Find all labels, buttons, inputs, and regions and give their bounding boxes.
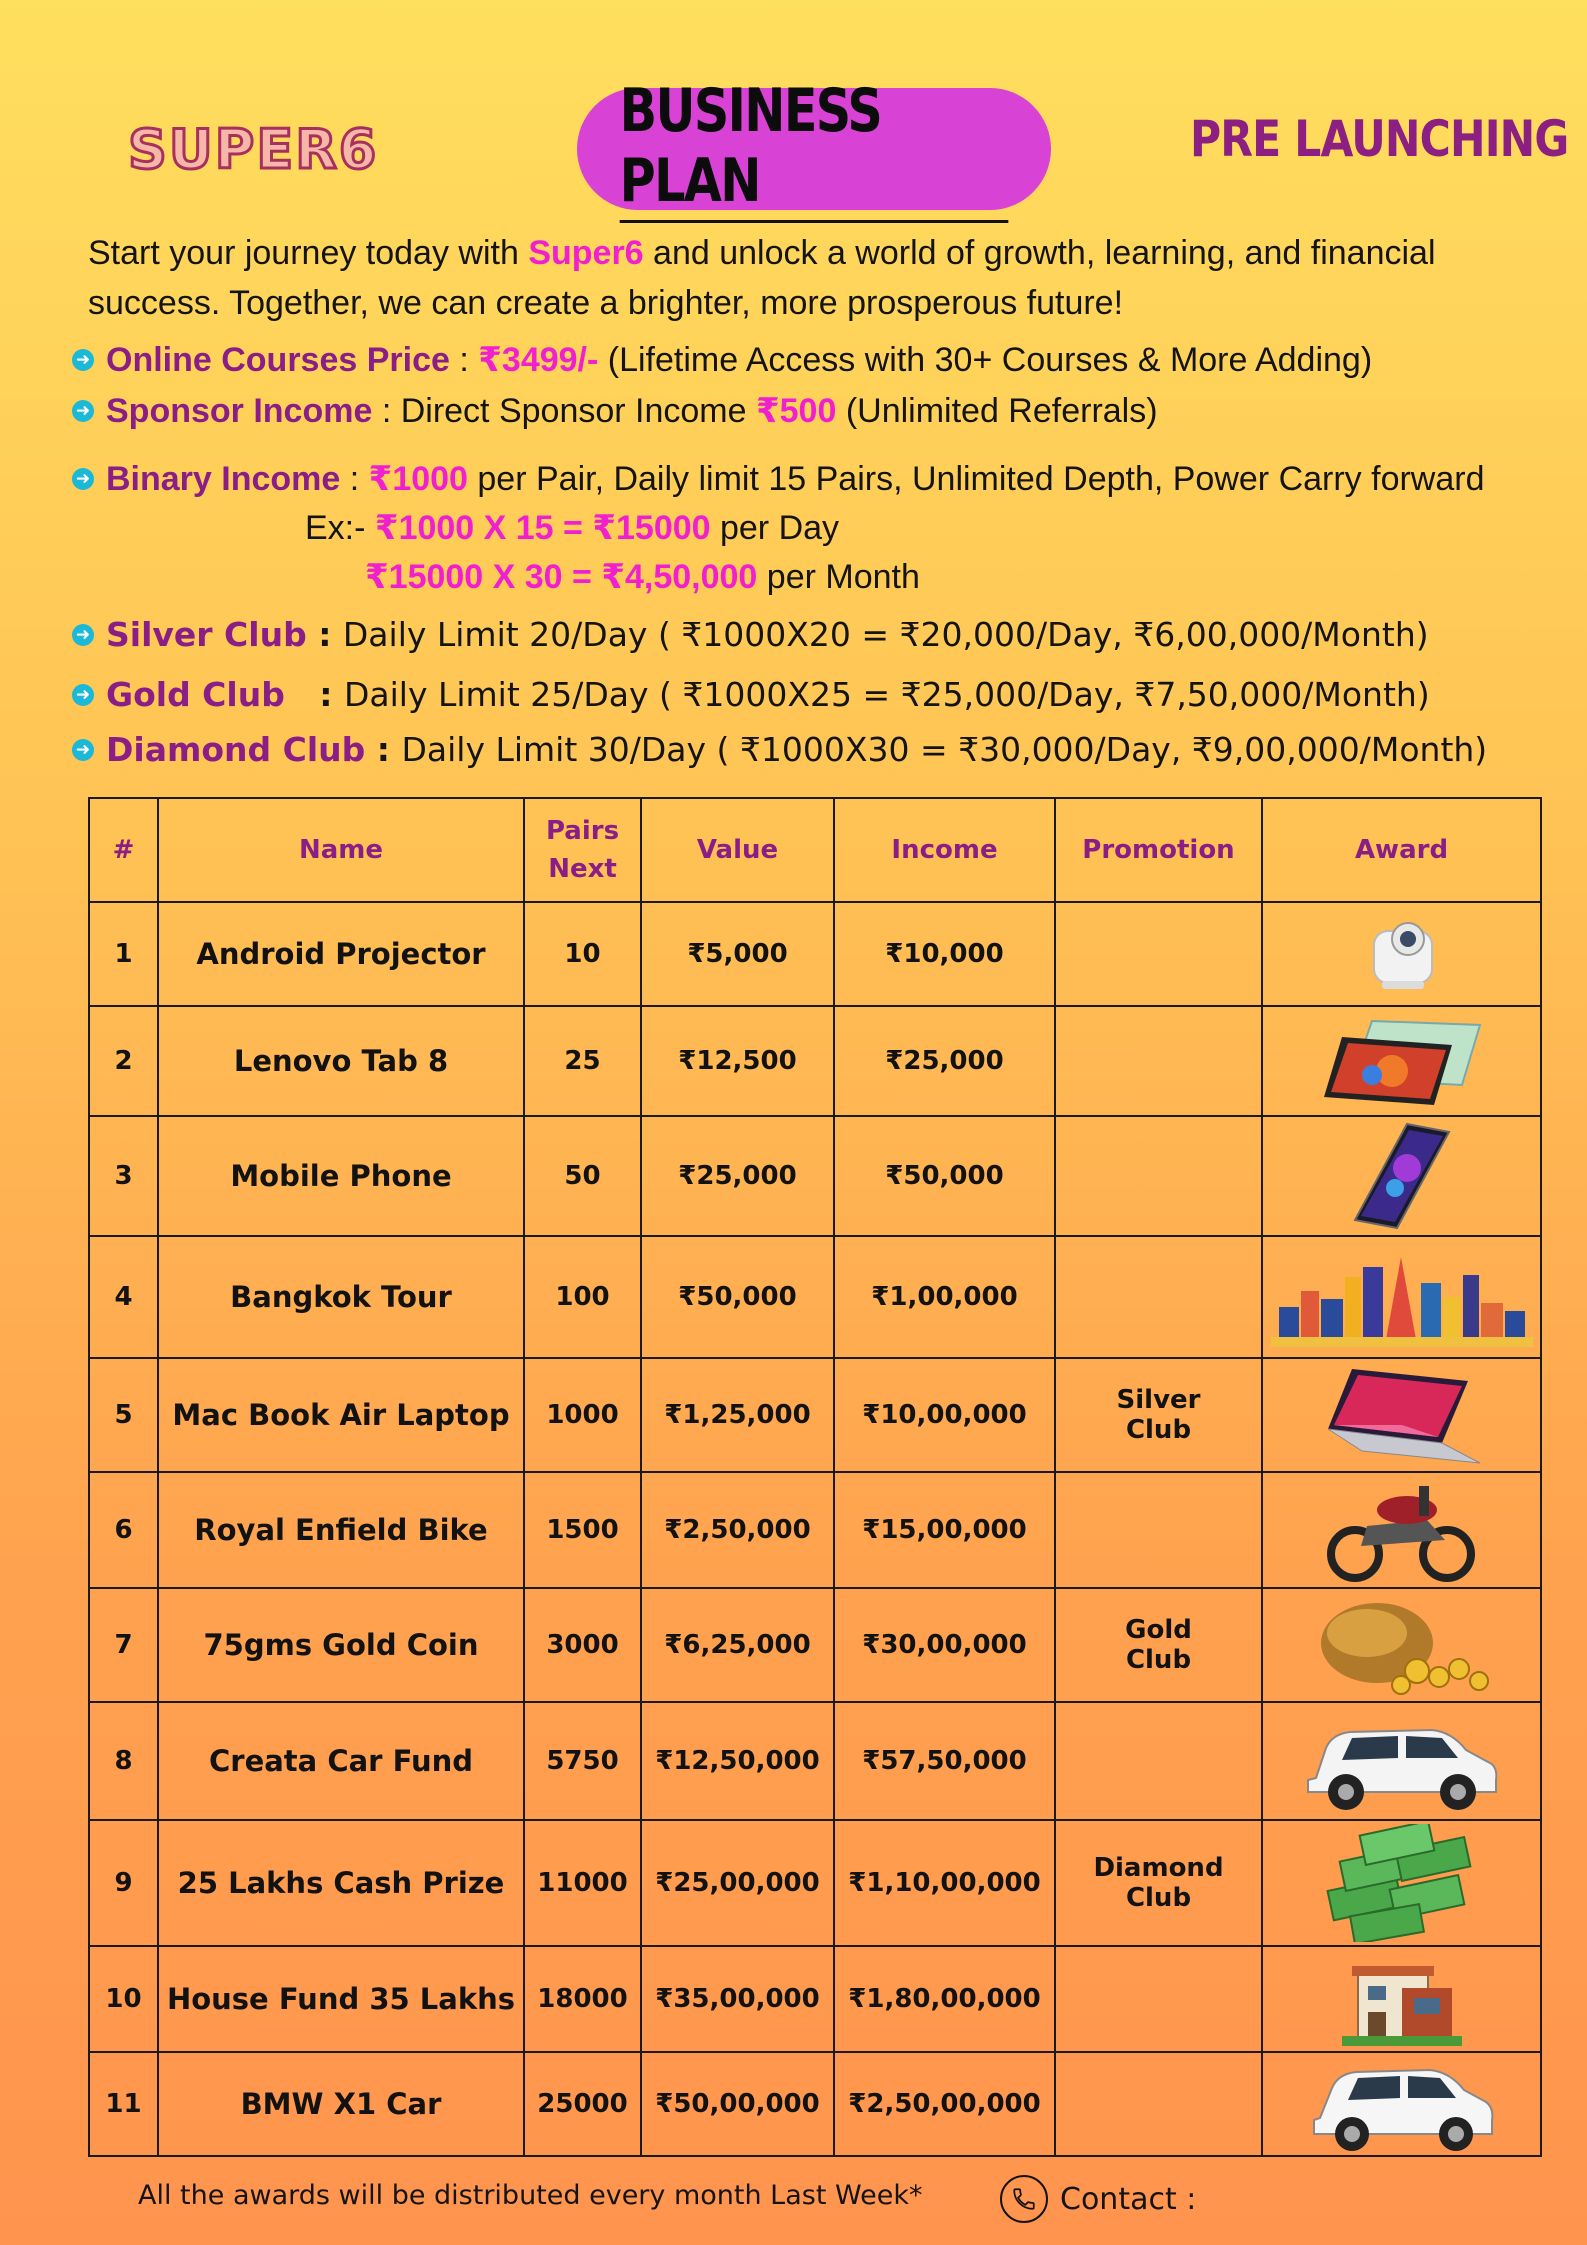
item-name: Mac Book Air Laptop (158, 1358, 524, 1472)
item-value: ₹50,000 (641, 1236, 834, 1358)
item-value: ₹25,00,000 (641, 1820, 834, 1946)
pairs-next: 100 (524, 1236, 641, 1358)
award-cell (1262, 1702, 1541, 1820)
item-income: ₹1,00,000 (834, 1236, 1055, 1358)
white-car-icon (1310, 2054, 1494, 2154)
table-row (89, 902, 1541, 1006)
item-income: ₹50,000 (834, 1116, 1055, 1236)
item-value: ₹25,000 (641, 1116, 834, 1236)
col-header-pairs: Pairs Next (524, 798, 641, 902)
pairs-next: 10 (524, 902, 641, 1006)
projector-icon (1352, 911, 1452, 997)
contact-label: Contact : (1000, 2175, 1196, 2223)
item-name: Lenovo Tab 8 (158, 1006, 524, 1116)
binary-example-day: Ex:- ₹1000 X 15 = ₹15000 per Day (305, 508, 840, 547)
row-number: 3 (89, 1116, 158, 1236)
footer-note: All the awards will be distributed every month Last Week* (138, 2180, 923, 2211)
pairs-next: 1500 (524, 1472, 641, 1588)
pairs-next: 25 (524, 1006, 641, 1116)
pairs-next: 5750 (524, 1702, 641, 1820)
courses-line: ➜ Online Courses Price : ₹3499/- (Lifetime Access with 30+ Courses & More Adding) (72, 340, 1372, 380)
promotion-cell (1055, 2052, 1262, 2156)
item-income: ₹57,50,000 (834, 1702, 1055, 1820)
row-number: 10 (89, 1946, 158, 2052)
arrow-bullet-icon: ➜ (72, 400, 94, 422)
row-number: 11 (89, 2052, 158, 2156)
table-row (89, 1236, 1541, 1358)
col-header-award: Award (1262, 798, 1541, 902)
table-row (89, 1588, 1541, 1702)
title-banner (577, 75, 1051, 216)
intro-paragraph: Start your journey today with Super6 and unlock a world of growth, learning, and financial success. Together, we can create a brighter, more prosperous future! (88, 234, 1436, 322)
sponsor-line: ➜ Sponsor Income : Direct Sponsor Income ₹500 (Unlimited Referrals) (72, 391, 1158, 431)
promotion-cell (1055, 1946, 1262, 2052)
row-number: 9 (89, 1820, 158, 1946)
row-number: 7 (89, 1588, 158, 1702)
laptop-icon (1322, 1365, 1482, 1465)
item-name: BMW X1 Car (158, 2052, 524, 2156)
table-row (89, 1946, 1541, 2052)
item-value: ₹6,25,000 (641, 1588, 834, 1702)
diamond-club-line: ➜ Diamond Club : Daily Limit 30/Day ( ₹1000X30 = ₹30,000/Day, ₹9,00,000/Month) (72, 730, 1487, 769)
arrow-bullet-icon: ➜ (72, 624, 94, 646)
table-row (89, 1116, 1541, 1236)
courses-label: Online Courses Price (106, 340, 450, 379)
award-cell (1262, 2052, 1541, 2156)
award-cell (1262, 1236, 1541, 1358)
gold-coins-icon (1307, 1595, 1497, 1695)
item-name: Android Projector (158, 902, 524, 1006)
table-row (89, 1820, 1541, 1946)
pairs-next: 11000 (524, 1820, 641, 1946)
phone-icon (1000, 2175, 1048, 2223)
item-income: ₹1,80,00,000 (834, 1946, 1055, 2052)
binary-label: Binary Income (106, 459, 341, 498)
binary-example-month: ₹15000 X 30 = ₹4,50,000 per Month (365, 557, 920, 596)
pre-launch-tag: PRE LAUNCHING (1190, 110, 1569, 168)
col-header-promotion: Promotion (1055, 798, 1262, 902)
page-title: BUSINESS PLAN (620, 76, 1009, 223)
binary-line: ➜ Binary Income : ₹1000 per Pair, Daily limit 15 Pairs, Unlimited Depth, Power Carry forward (72, 459, 1485, 499)
promotion-cell (1055, 1006, 1262, 1116)
house-icon (1342, 1952, 1462, 2046)
item-name: Royal Enfield Bike (158, 1472, 524, 1588)
table-row (89, 1006, 1541, 1116)
row-number: 2 (89, 1006, 158, 1116)
item-income: ₹25,000 (834, 1006, 1055, 1116)
pairs-next: 1000 (524, 1358, 641, 1472)
arrow-bullet-icon: ➜ (72, 468, 94, 490)
item-value: ₹2,50,000 (641, 1472, 834, 1588)
award-cell (1262, 1358, 1541, 1472)
promotion-cell (1055, 902, 1262, 1006)
arrow-bullet-icon: ➜ (72, 349, 94, 371)
promotion-cell (1055, 1702, 1262, 1820)
promotion-cell (1055, 1472, 1262, 1588)
suv-car-icon (1302, 1708, 1502, 1814)
col-header-num: # (89, 798, 158, 902)
city-skyline-icon (1271, 1247, 1533, 1347)
item-income: ₹30,00,000 (834, 1588, 1055, 1702)
item-value: ₹5,000 (641, 902, 834, 1006)
row-number: 6 (89, 1472, 158, 1588)
promotion-cell: Diamond Club (1055, 1820, 1262, 1946)
pairs-next: 50 (524, 1116, 641, 1236)
item-income: ₹2,50,00,000 (834, 2052, 1055, 2156)
arrow-bullet-icon: ➜ (72, 739, 94, 761)
silver-club-line: ➜ Silver Club : Daily Limit 20/Day ( ₹1000X20 = ₹20,000/Day, ₹6,00,000/Month) (72, 615, 1429, 654)
item-name: Creata Car Fund (158, 1702, 524, 1820)
table-row (89, 1472, 1541, 1588)
sponsor-amount: ₹500 (755, 392, 837, 430)
col-header-income: Income (834, 798, 1055, 902)
item-income: ₹15,00,000 (834, 1472, 1055, 1588)
brand-logo: SUPER6 (128, 118, 379, 181)
row-number: 4 (89, 1236, 158, 1358)
award-cell (1262, 1472, 1541, 1588)
award-cell (1262, 1006, 1541, 1116)
promotion-cell: Gold Club (1055, 1588, 1262, 1702)
table-header-row (89, 798, 1541, 902)
item-income: ₹1,10,00,000 (834, 1820, 1055, 1946)
binary-amount: ₹1000 (368, 460, 468, 498)
item-value: ₹12,500 (641, 1006, 834, 1116)
item-value: ₹1,25,000 (641, 1358, 834, 1472)
rewards-table (88, 797, 1542, 2157)
col-header-name: Name (158, 798, 524, 902)
table-row (89, 2052, 1541, 2156)
col-header-value: Value (641, 798, 834, 902)
pairs-next: 18000 (524, 1946, 641, 2052)
award-cell (1262, 1116, 1541, 1236)
award-cell (1262, 1946, 1541, 2052)
item-name: House Fund 35 Lakhs (158, 1946, 524, 2052)
item-name: 75gms Gold Coin (158, 1588, 524, 1702)
award-cell (1262, 1820, 1541, 1946)
pairs-next: 3000 (524, 1588, 641, 1702)
arrow-bullet-icon: ➜ (72, 684, 94, 706)
row-number: 1 (89, 902, 158, 1006)
brand-name: Super6 (528, 234, 644, 272)
award-cell (1262, 1588, 1541, 1702)
row-number: 5 (89, 1358, 158, 1472)
gold-club-line: ➜ Gold Club : Daily Limit 25/Day ( ₹1000X25 = ₹25,000/Day, ₹7,50,000/Month) (72, 675, 1430, 714)
promotion-cell: Silver Club (1055, 1358, 1262, 1472)
item-income: ₹10,000 (834, 902, 1055, 1006)
item-name: Bangkok Tour (158, 1236, 524, 1358)
item-income: ₹10,00,000 (834, 1358, 1055, 1472)
table-row (89, 1358, 1541, 1472)
row-number: 8 (89, 1702, 158, 1820)
courses-price: ₹3499/- (478, 341, 599, 379)
cash-stack-icon (1322, 1824, 1482, 1942)
pairs-next: 25000 (524, 2052, 641, 2156)
item-name: Mobile Phone (158, 1116, 524, 1236)
item-value: ₹12,50,000 (641, 1702, 834, 1820)
item-value: ₹50,00,000 (641, 2052, 834, 2156)
sponsor-label: Sponsor Income (106, 391, 373, 430)
motorbike-icon (1327, 1476, 1477, 1584)
item-value: ₹35,00,000 (641, 1946, 834, 2052)
phone-icon (1347, 1122, 1457, 1230)
promotion-cell (1055, 1236, 1262, 1358)
award-cell (1262, 902, 1541, 1006)
item-name: 25 Lakhs Cash Prize (158, 1820, 524, 1946)
tablet-icon (1322, 1015, 1482, 1107)
promotion-cell (1055, 1116, 1262, 1236)
table-row (89, 1702, 1541, 1820)
